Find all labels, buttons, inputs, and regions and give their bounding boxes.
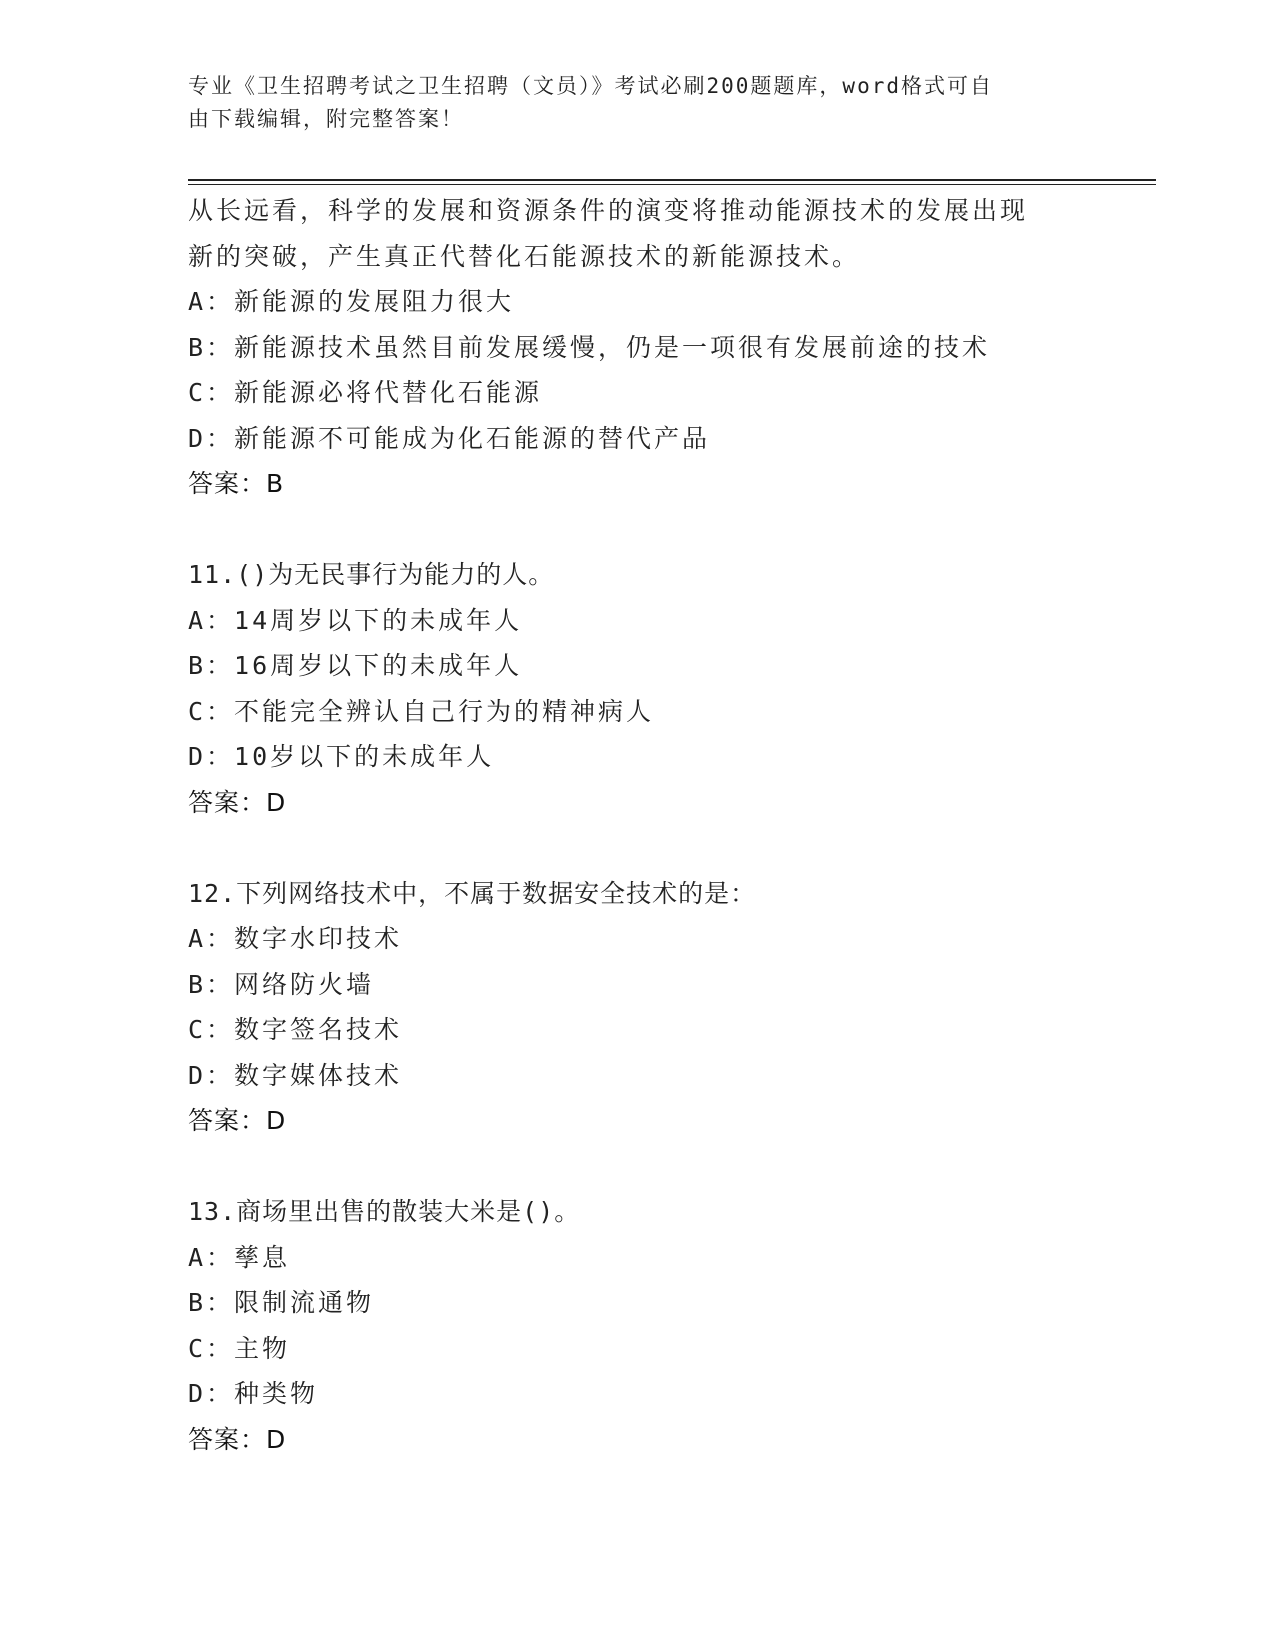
question-12 xyxy=(188,871,1148,1144)
question-stem: 13.商场里出售的散装大米是()。 xyxy=(188,1197,581,1226)
answer: 答案：D xyxy=(188,1424,287,1454)
option-a: A：数字水印技术 xyxy=(188,924,403,953)
option-c: C：数字签名技术 xyxy=(188,1015,403,1044)
option-b: B：网络防火墙 xyxy=(188,969,375,999)
header-divider-thick xyxy=(188,179,1156,181)
spacer xyxy=(188,825,1148,871)
option-c: C：新能源必将代替化石能源 xyxy=(188,378,543,407)
option-c: C：不能完全辨认自己行为的精神病人 xyxy=(188,696,655,726)
option-d: D：新能源不可能成为化石能源的替代产品 xyxy=(188,423,711,453)
option-d: D：种类物 xyxy=(188,1379,319,1408)
spacer xyxy=(188,507,1148,553)
option-d: D：10岁以下的未成年人 xyxy=(188,742,495,771)
header-divider-thin xyxy=(188,184,1156,185)
question-11 xyxy=(188,552,1148,825)
option-a: A：新能源的发展阻力很大 xyxy=(188,287,515,316)
question-stem: 新的突破，产生真正代替化石能源技术的新能源技术。 xyxy=(188,241,861,271)
option-d: D：数字媒体技术 xyxy=(188,1060,403,1090)
option-b: B：16周岁以下的未成年人 xyxy=(188,651,523,680)
answer: 答案：B xyxy=(188,469,285,498)
document-header xyxy=(188,70,1068,136)
spacer xyxy=(188,1144,1148,1190)
question-stem: 11.()为无民事行为能力的人。 xyxy=(188,560,555,589)
answer: 答案：D xyxy=(188,1106,287,1135)
question-stem: 从长远看，科学的发展和资源条件的演变将推动能源技术的发展出现 xyxy=(188,196,1029,225)
option-c: C：主物 xyxy=(188,1333,291,1363)
option-a: A：孳息 xyxy=(188,1242,291,1272)
question-stem: 12.下列网络技术中，不属于数据安全技术的是： xyxy=(188,878,757,908)
answer: 答案：D xyxy=(188,787,287,817)
option-b: B：新能源技术虽然目前发展缓慢，仍是一项很有发展前途的技术 xyxy=(188,332,991,362)
question-13 xyxy=(188,1189,1148,1462)
question-10 xyxy=(188,188,1148,507)
option-b: B：限制流通物 xyxy=(188,1288,375,1317)
header-line-2: 由下载编辑，附完整答案！ xyxy=(188,107,464,131)
option-a: A：14周岁以下的未成年人 xyxy=(188,605,523,635)
question-list xyxy=(188,188,1148,1462)
header-line-1: 专业《卫生招聘考试之卫生招聘（文员）》考试必刷200题题库，word格式可自 xyxy=(188,74,993,98)
